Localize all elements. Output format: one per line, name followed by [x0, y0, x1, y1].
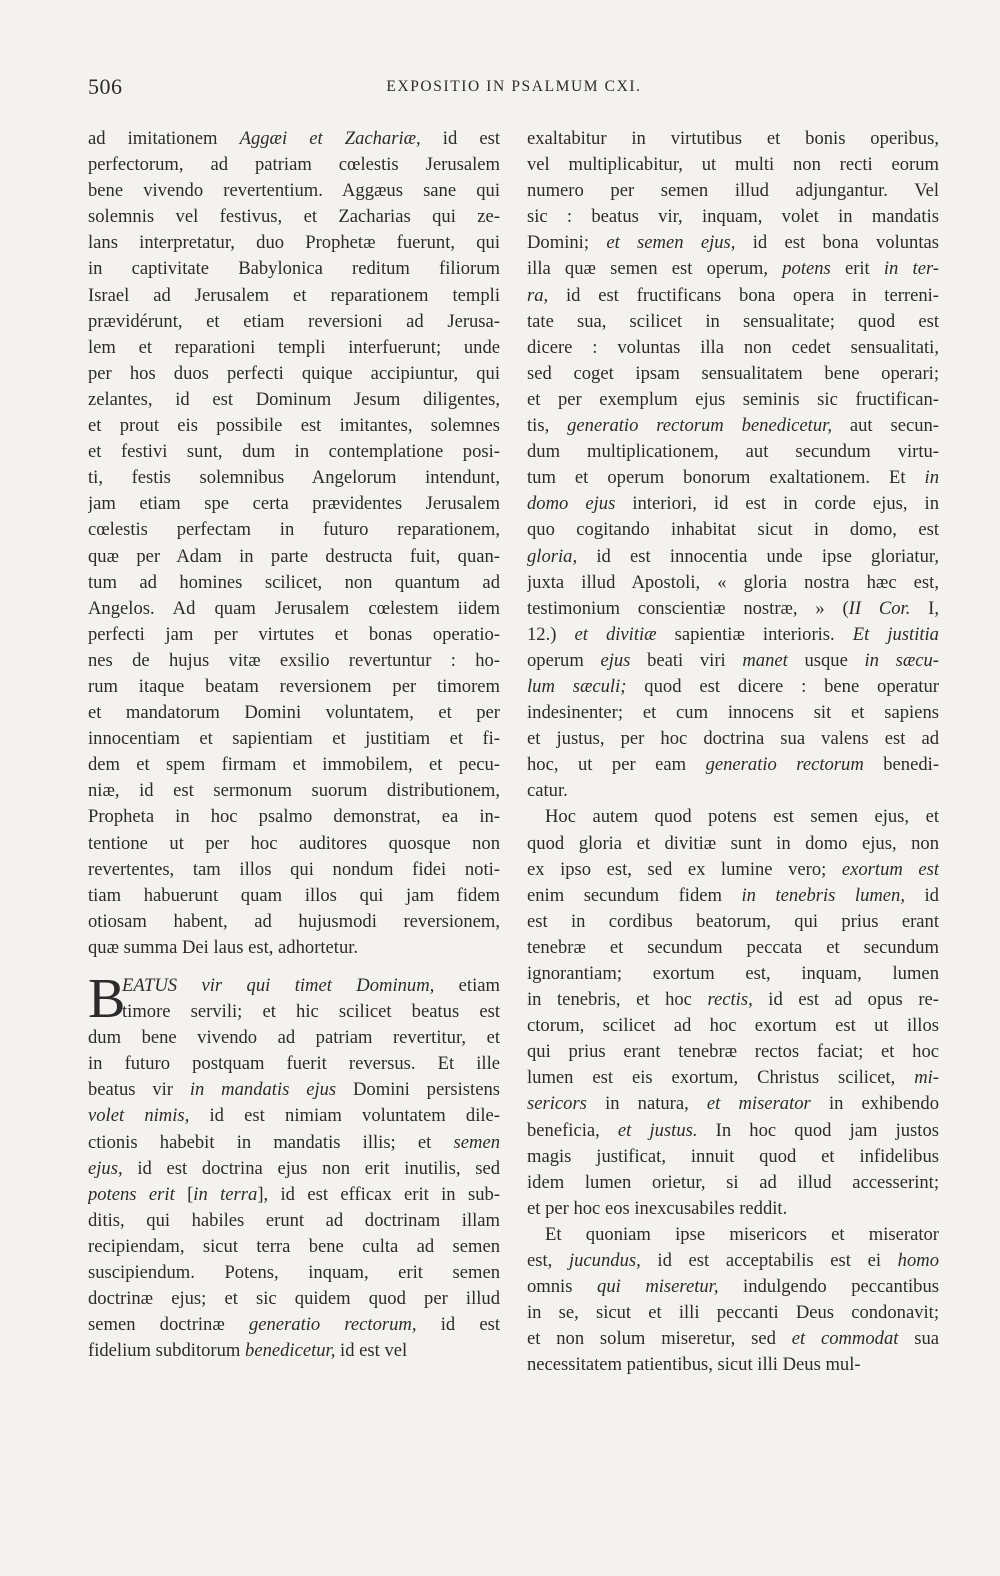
text-line: ti, festis solemnibus Angelorum intendunt,	[88, 467, 500, 489]
text-line: quod gloria et divitiæ sunt in domo ejus, non	[527, 832, 939, 854]
text-line: revertentes, tam illos qui nondum fidei noti-	[88, 858, 500, 880]
text-line: testimonium conscientiæ nostræ, » (II Cor. I,	[527, 597, 939, 619]
text-line: nes de hujus vitæ exsilio revertuntur : ho-	[88, 649, 500, 671]
text-line: ignorantiam; exortum est, inquam, lumen	[527, 963, 939, 984]
text-line: semen doctrinæ generatio rectorum, id est	[88, 1314, 500, 1336]
text-line: quæ summa Dei laus est, adhortetur.	[88, 936, 359, 958]
text-line: prævidérunt, et etiam reversioni ad Jerusa-	[88, 310, 500, 332]
text-line: tum et operum bonorum exaltationem. Et in	[527, 467, 939, 489]
text-line: lumen est eis exortum, Christus scilicet, mi-	[527, 1067, 939, 1089]
text-line: suscipiendum. Potens, inquam, erit semen	[88, 1262, 500, 1284]
text-line: et per hoc eos inexcusabiles reddit.	[527, 1197, 788, 1219]
text-line: doctrinæ ejus; et sic quidem quod per illud	[88, 1288, 500, 1310]
text-line: ra, id est fructificans bona opera in terreni-	[527, 284, 939, 306]
text-line: in futuro postquam fuerit reversus. Et ille	[88, 1053, 500, 1075]
text-line: ditis, qui habiles erunt ad doctrinam illam	[88, 1209, 500, 1231]
text-line: sed coget ipsam sensualitatem bene operari;	[527, 362, 939, 384]
page-header	[88, 74, 940, 106]
text-line: tiam habuerunt quam illos qui jam fidem	[88, 884, 500, 906]
text-line: sericors in natura, et miserator in exhibendo	[527, 1093, 939, 1115]
text-line: dicere : voluntas illa non cedet sensualitati,	[527, 336, 939, 358]
text-line: in se, sicut et illi peccanti Deus condonavit;	[527, 1302, 939, 1324]
text-line: in tenebris, et hoc rectis, id est ad opus re-	[527, 989, 939, 1011]
text-line: ctorum, scilicet ad hoc exortum est ut illos	[527, 1015, 939, 1037]
text-line: otiosam habent, ad hujusmodi reversionem,	[88, 910, 500, 932]
text-line: est in cordibus beatorum, qui prius erant	[527, 910, 939, 932]
text-line: qui prius erant tenebræ rectos faciat; et hoc	[527, 1041, 939, 1063]
text-line: niæ, id est sermonum suorum distributionem,	[88, 780, 500, 802]
text-line: vel multiplicabitur, ut multi non recti eorum	[527, 154, 939, 176]
text-line: gloria, id est innocentia unde ipse gloriatur,	[527, 545, 939, 567]
text-line: Propheta in hoc psalmo demonstrat, ea in-	[88, 806, 500, 828]
text-line: dum multiplicationem, aut secundum virtu-	[527, 441, 939, 463]
text-line: recipiendam, sicut terra bene culta ad semen	[88, 1235, 500, 1257]
text-line: Et quoniam ipse misericors et miserator	[545, 1223, 939, 1245]
text-line: magis justificat, innuit quod et infidelibus	[527, 1145, 939, 1167]
text-line: in captivitate Babylonica reditum filiorum	[88, 258, 500, 280]
text-line: domo ejus interiori, id est in corde ejus, in	[527, 493, 939, 515]
text-line: sic : beatus vir, inquam, volet in mandatis	[527, 206, 939, 228]
text-line: operum ejus beati viri manet usque in sæcu-	[527, 649, 939, 671]
text-line: tentione ut per hoc auditores quosque non	[88, 832, 500, 854]
text-line: ad imitationem Aggæi et Zachariæ, id est	[88, 128, 500, 149]
text-line: perfectorum, ad patriam cœlestis Jerusalem	[88, 154, 500, 176]
text-line: idem lumen orietur, si ad illud accesserint;	[527, 1171, 939, 1193]
text-line: illa quæ semen est operum, potens erit in ter-	[527, 258, 939, 280]
drop-cap: B	[88, 968, 126, 1030]
text-line: et prout eis possibile est imitantes, solemnes	[88, 415, 500, 437]
text-line: juxta illud Apostoli, « gloria nostra hæc est,	[527, 571, 939, 593]
text-line: Domini; et semen ejus, id est bona voluntas	[527, 232, 939, 254]
left-paragraph-1	[88, 126, 500, 961]
text-line: et mandatorum Domini voluntatem, et per	[88, 702, 500, 724]
text-line: EATUS vir qui timet Dominum, etiam	[122, 975, 500, 996]
text-line: dem et spem firmam et immobilem, et pecu-	[88, 754, 500, 776]
text-line: quo cogitando inhabitat sicut in domo, est	[527, 519, 939, 541]
text-line: Hoc autem quod potens est semen ejus, et	[545, 806, 939, 828]
text-line: potens erit [in terra], id est efficax erit in sub-	[88, 1183, 500, 1205]
text-line: lans interpretatur, duo Prophetæ fuerunt, qui	[88, 232, 500, 254]
text-line: dum bene vivendo ad patriam revertitur, et	[88, 1027, 500, 1049]
text-line: enim secundum fidem in tenebris lumen, id	[527, 884, 939, 906]
text-line: Angelos. Ad quam Jerusalem cœlestem iidem	[88, 597, 500, 619]
text-line: volet nimis, id est nimiam voluntatem dile-	[88, 1105, 500, 1127]
text-line: innocentiam et sapientiam et justitiam et fi-	[88, 728, 500, 750]
text-line: beneficia, et justus. In hoc quod jam justos	[527, 1119, 939, 1141]
right-column	[527, 126, 939, 1379]
text-line: et festivi sunt, dum in contemplatione posi-	[88, 441, 500, 463]
right-paragraph-3	[527, 1222, 939, 1379]
text-line: lum sæculi; quod est dicere : bene operatur	[527, 675, 939, 697]
left-paragraph-2-lines	[88, 968, 500, 1364]
text-line: zelantes, id est Dominum Jesum diligentes,	[88, 388, 500, 410]
left-paragraph-2	[88, 968, 500, 1364]
text-line: Israel ad Jerusalem et reparationem templi	[88, 284, 500, 306]
text-line: solemnis vel festivus, et Zacharias qui ze-	[88, 206, 500, 228]
text-line: est, jucundus, id est acceptabilis est ei homo	[527, 1250, 939, 1272]
text-line: indesinenter; et cum innocens sit et sapiens	[527, 702, 939, 724]
text-line: necessitatem patientibus, sicut illi Deus mul-	[527, 1354, 861, 1376]
text-line: rum itaque beatam reversionem per timorem	[88, 675, 500, 697]
text-line: lem et reparationi templi interfuerunt; unde	[88, 336, 500, 358]
text-line: perfecti jam per virtutes et bonas operatio-	[88, 623, 500, 645]
text-line: timore servili; et hic scilicet beatus est	[122, 1001, 500, 1023]
text-line: jam etiam spe certa prævidentes Jerusalem	[88, 493, 500, 515]
text-line: et non solum miseretur, sed et commodat sua	[527, 1328, 939, 1350]
text-line: et justus, per hoc doctrina sua valens est ad	[527, 728, 939, 750]
text-line: exaltabitur in virtutibus et bonis operibus,	[527, 128, 939, 149]
text-line: quæ per Adam in parte destructa fuit, quan-	[88, 545, 500, 567]
text-line: per hos duos perfecti quique accipiuntur, qui	[88, 362, 500, 384]
text-line: ex ipso est, sed ex lumine vero; exortum est	[527, 858, 939, 880]
text-line: catur.	[527, 780, 568, 802]
text-line: ejus, id est doctrina ejus non erit inutilis, sed	[88, 1157, 500, 1179]
text-line: et per exemplum ejus seminis sic fructifican-	[527, 388, 939, 410]
text-line: omnis qui miseretur, indulgendo peccantibus	[527, 1276, 939, 1298]
text-line: ctionis habebit in mandatis illis; et semen	[88, 1131, 500, 1153]
text-line: fidelium subditorum benedicetur, id est vel	[88, 1340, 408, 1362]
text-line: tis, generatio rectorum benedicetur, aut secun-	[527, 415, 939, 437]
text-line: numero per semen illud adjungantur. Vel	[527, 180, 939, 202]
left-column	[88, 126, 500, 1364]
text-line: 12.) et divitiæ sapientiæ interioris. Et justitia	[527, 623, 939, 645]
running-head: EXPOSITIO IN PSALMUM CXI.	[386, 78, 642, 95]
text-line: tenebræ et secundum peccata et secundum	[527, 936, 939, 958]
text-line: tate sua, scilicet in sensualitate; quod est	[527, 310, 939, 332]
text-line: hoc, ut per eam generatio rectorum benedi-	[527, 754, 939, 776]
text-line: tum ad homines scilicet, non quantum ad	[88, 571, 500, 593]
right-paragraph-1	[527, 126, 939, 804]
text-line: beatus vir in mandatis ejus Domini persistens	[88, 1079, 500, 1101]
text-line: bene vivendo revertentium. Aggæus sane qui	[88, 180, 500, 202]
right-paragraph-2	[527, 804, 939, 1222]
text-line: cœlestis perfectam in futuro reparationem,	[88, 519, 500, 541]
page-number: 506	[88, 74, 123, 99]
